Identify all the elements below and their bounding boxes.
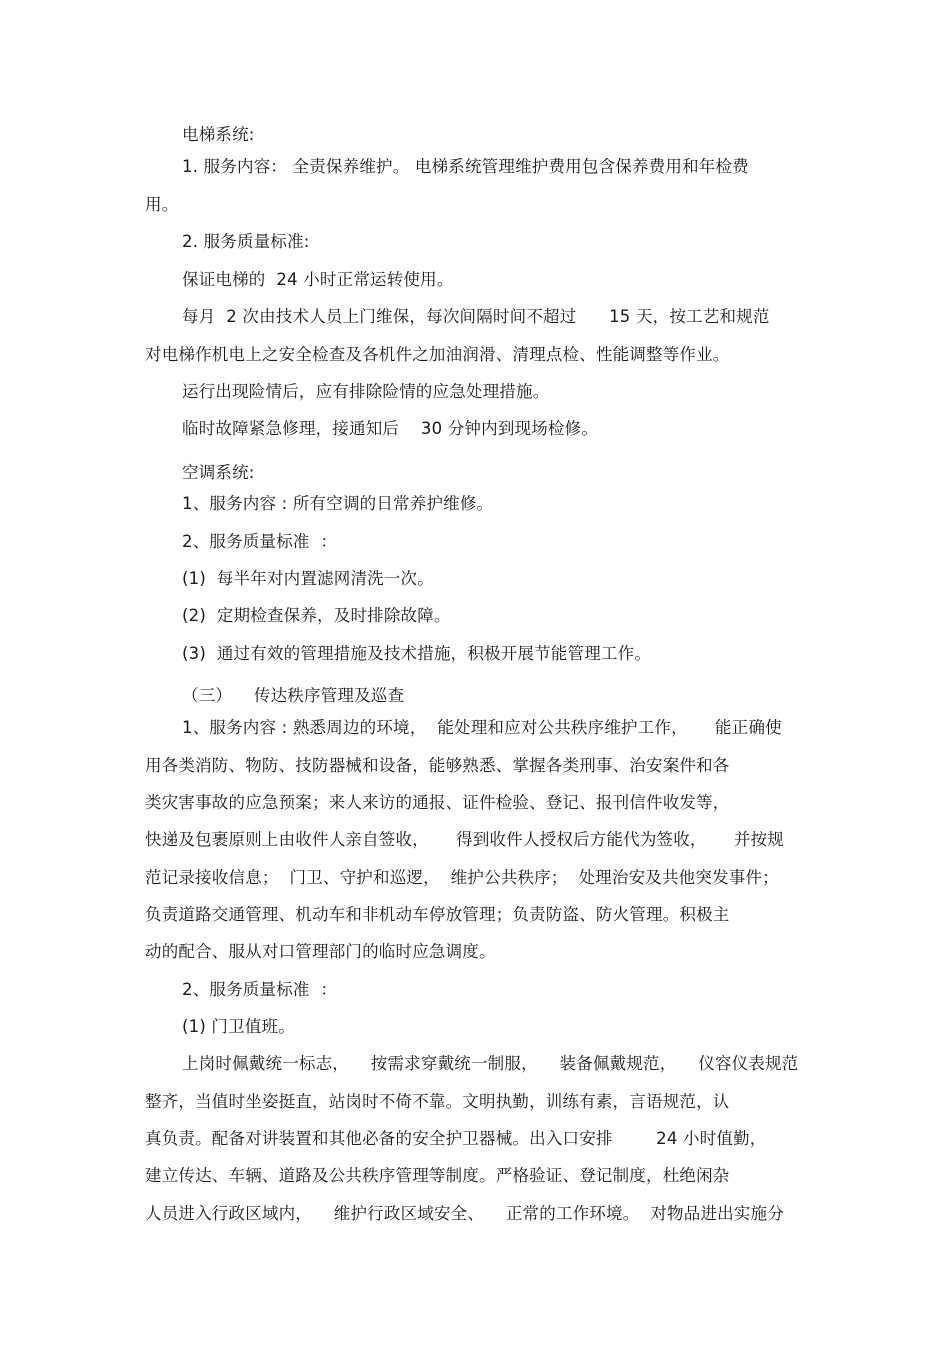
security-service-content-5: 范记录接收信息； 门卫、守护和巡逻， 维护公共秩序； 处理治安及共他突发事件； [145, 868, 779, 887]
security-service-content-7: 动的配合、服从对口管理部门的临时应急调度。 [145, 942, 496, 961]
elevator-service-content: 1. 服务内容： 全责保养维护。 电梯系统管理维护费用包含保养费用和年检费 [182, 157, 749, 176]
aircon-heading: 空调系统: [182, 463, 255, 482]
aircon-quality-3: (3) 通过有效的管理措施及技术措施，积极开展节能管理工作。 [182, 644, 652, 663]
elevator-quality-1: 保证电梯的 24 小时正常运转使用。 [182, 270, 454, 289]
security-gate-duty-5: 人员进入行政区域内， 维护行政区域安全、 正常的工作环境。 对物品进出实施分 [145, 1204, 784, 1223]
security-service-content-2: 用各类消防、物防、技防器械和设备，能够熟悉、掌握各类刑事、治安案件和各 [145, 756, 730, 775]
elevator-quality-3: 运行出现险情后，应有排除险情的应急处理措施。 [182, 382, 550, 401]
aircon-quality-1: (1) 每半年对内置滤网清洗一次。 [182, 569, 434, 588]
elevator-quality-2-cont: 对电梯作机电上之安全检查及各机件之加油润滑、清理点检、性能调整等作业。 [145, 345, 730, 364]
security-gate-duty-2: 整齐，当值时坐姿挺直，站岗时不倚不靠。文明执勤，训练有素，言语规范，认 [145, 1092, 730, 1111]
security-service-content-6: 负责道路交通管理、机动车和非机动车停放管理；负责防盗、防火管理。积极主 [145, 905, 730, 924]
elevator-quality-4: 临时故障紧急修理，接通知后 30 分钟内到现场检修。 [182, 419, 599, 438]
aircon-quality-heading: 2、服务质量标准 ： [182, 532, 338, 551]
security-quality-1: (1) 门卫值班。 [182, 1017, 295, 1036]
aircon-quality-2: (2) 定期检查保养，及时排除故障。 [182, 606, 451, 625]
aircon-service-content: 1、服务内容 : 所有空调的日常养护维修。 [182, 494, 494, 513]
security-heading: （三） 传达秩序管理及巡查 [182, 686, 405, 705]
security-quality-heading: 2、服务质量标准 ： [182, 980, 338, 999]
elevator-quality-2: 每月 2 次由技术人员上门维保，每次间隔时间不超过 15 天，按工艺和规范 [182, 307, 770, 326]
elevator-service-content-cont: 用。 [145, 195, 179, 214]
elevator-quality-heading: 2. 服务质量标准: [182, 232, 310, 251]
security-gate-duty-4: 建立传达、车辆、道路及公共秩序管理等制度。严格验证、登记制度，杜绝闲杂 [145, 1166, 730, 1185]
security-service-content-4: 快递及包裹原则上由收件人亲自签收， 得到收件人授权后方能代为签收， 并按规 [145, 830, 784, 849]
security-service-content: 1、服务内容 : 熟悉周边的环境， 能处理和应对公共秩序维护工作， 能正确使 [182, 718, 782, 737]
security-gate-duty-3: 真负责。配备对讲装置和其他必备的安全护卫器械。出入口安排 24 小时值勤， [145, 1129, 767, 1148]
security-gate-duty-1: 上岗时佩戴统一标志， 按需求穿戴统一制服， 装备佩戴规范， 仪容仪表规范 [182, 1054, 799, 1073]
elevator-heading: 电梯系统: [182, 125, 255, 144]
security-service-content-3: 类灾害事故的应急预案；来人来访的通报、证件检验、登记、报刊信件收发等， [145, 793, 730, 812]
